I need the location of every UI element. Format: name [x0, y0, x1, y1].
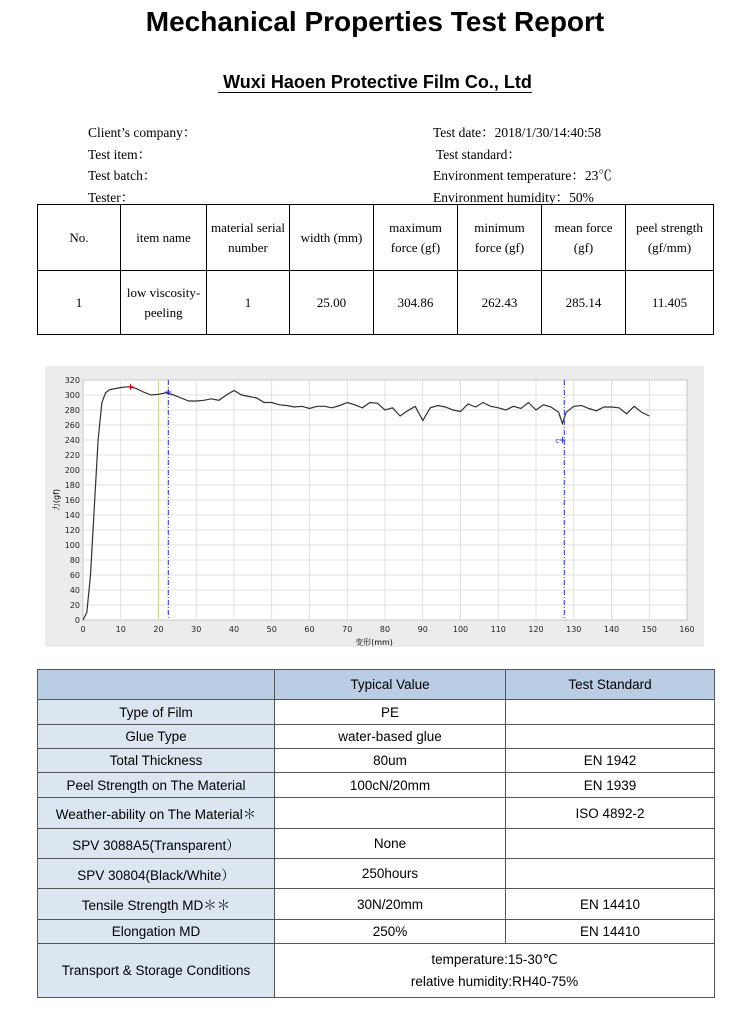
spec-standard: EN 14410 — [506, 889, 715, 920]
spec-label: Transport & Storage Conditions — [38, 944, 275, 998]
spec-row — [38, 773, 715, 798]
spec-standard: EN 1942 — [506, 749, 715, 773]
results-table — [37, 204, 714, 335]
y-tick-label: 0 — [74, 616, 80, 625]
transport-temperature: temperature:15-30℃ — [431, 951, 558, 967]
x-tick-label: 20 — [153, 625, 164, 634]
spec-row — [38, 700, 715, 725]
spec-standard — [506, 725, 715, 749]
y-tick-label: 280 — [64, 406, 80, 415]
spec-standard — [506, 829, 715, 859]
spec-value: 250% — [275, 920, 506, 944]
x-tick-label: 80 — [379, 625, 391, 634]
report-title: Mechanical Properties Test Report — [145, 6, 605, 37]
company-name-text: Wuxi Haoen Protective Film Co., Ltd — [218, 72, 532, 92]
cell-item-name: low viscosity-peeling — [121, 271, 207, 335]
cell-peel-strength: 11.405 — [626, 271, 714, 335]
spec-value: PE — [275, 700, 506, 725]
spec-row-transport — [38, 944, 715, 998]
test-date: Test date：2018/1/30/14:40:58 — [433, 125, 602, 140]
spec-row — [38, 798, 715, 829]
spec-row — [38, 829, 715, 859]
spec-label: SPV 3088A5(Transparent） — [38, 829, 275, 859]
spec-table — [37, 669, 715, 998]
spec-row — [38, 749, 715, 773]
cell-material-serial-number: 1 — [207, 271, 290, 335]
spec-header-test-standard: Test Standard — [506, 670, 715, 700]
header-peel-strength: peel strength (gf/mm) — [626, 205, 714, 271]
x-tick-label: 90 — [417, 625, 428, 634]
environment-temperature: Environment temperature：23℃ — [433, 168, 612, 183]
cell-maximum-force: 304.86 — [374, 271, 458, 335]
x-tick-label: 140 — [603, 625, 620, 634]
x-tick-label: 0 — [80, 625, 86, 634]
spec-label: Total Thickness — [38, 749, 275, 773]
results-data-row — [38, 271, 714, 335]
spec-label: SPV 30804(Black/White） — [38, 859, 275, 889]
spec-value: None — [275, 829, 506, 859]
test-standard-label: Test standard： — [436, 147, 521, 162]
spec-header-typical-value: Typical Value — [275, 670, 506, 700]
spec-standard: EN 1939 — [506, 773, 715, 798]
client-company-label: Client’s company： — [88, 125, 197, 140]
header-minimum-force: minimum force (gf) — [458, 205, 542, 271]
x-tick-label: 70 — [342, 625, 353, 634]
y-tick-label: 160 — [64, 496, 80, 505]
spec-label: Elongation MD — [38, 920, 275, 944]
company-name — [0, 72, 750, 93]
transport-humidity: relative humidity:RH40-75% — [410, 973, 579, 989]
x-tick-label: 100 — [452, 625, 469, 634]
x-tick-label: 30 — [191, 625, 202, 634]
cell-minimum-force: 262.43 — [458, 271, 542, 335]
spec-value: 250hours — [275, 859, 506, 889]
header-material-serial-number: material serial number — [207, 205, 290, 271]
spec-label: Tensile Strength MD＊＊ — [38, 889, 275, 920]
spec-value: 100cN/20mm — [275, 773, 506, 798]
y-axis-label: 力(gf) — [52, 488, 61, 512]
marker-label: c — [555, 437, 560, 445]
y-tick-label: 60 — [69, 571, 80, 580]
x-tick-label: 50 — [266, 625, 277, 634]
x-tick-label: 10 — [115, 625, 126, 634]
spec-label: Peel Strength on The Material — [38, 773, 275, 798]
y-tick-label: 140 — [64, 511, 80, 520]
header-item-name: item name — [121, 205, 207, 271]
spec-row — [38, 725, 715, 749]
y-tick-label: 240 — [64, 436, 80, 445]
x-tick-label: 160 — [679, 625, 695, 634]
spec-standard: EN 14410 — [506, 920, 715, 944]
y-tick-label: 100 — [64, 541, 80, 550]
force-displacement-chart — [45, 366, 704, 647]
tester-label: Tester： — [88, 190, 135, 205]
test-batch-label: Test batch： — [88, 168, 157, 183]
spec-standard — [506, 859, 715, 889]
spec-value: 30N/20mm — [275, 889, 506, 920]
test-item-label: Test item： — [88, 147, 152, 162]
y-tick-label: 220 — [64, 451, 80, 460]
x-tick-label: 110 — [490, 625, 506, 634]
y-tick-label: 80 — [69, 556, 80, 565]
chart-svg — [45, 366, 704, 647]
spec-header-row — [38, 670, 715, 700]
environment-humidity: Environment humidity：50% — [433, 190, 594, 205]
x-axis-ticks — [80, 625, 694, 634]
y-axis-ticks — [65, 376, 80, 625]
spec-header-blank — [38, 670, 275, 700]
header-mean-force: mean force (gf) — [542, 205, 626, 271]
y-tick-label: 300 — [64, 391, 80, 400]
transport-conditions-value — [275, 944, 715, 998]
spec-value — [275, 798, 506, 829]
y-tick-label: 180 — [64, 481, 80, 490]
x-tick-label: 120 — [528, 625, 544, 634]
header-no: No. — [38, 205, 121, 271]
spec-standard — [506, 700, 715, 725]
header-width: width (mm) — [290, 205, 374, 271]
cell-width: 25.00 — [290, 271, 374, 335]
y-tick-label: 20 — [69, 601, 80, 610]
x-tick-label: 40 — [228, 625, 240, 634]
y-tick-label: 260 — [64, 421, 80, 430]
spec-label: Weather-ability on The Material＊ — [38, 798, 275, 829]
y-tick-label: 320 — [64, 376, 80, 385]
spec-row — [38, 889, 715, 920]
x-axis-label: 变形(mm) — [355, 638, 393, 647]
results-header-row — [38, 205, 714, 271]
cell-no: 1 — [38, 271, 121, 335]
cell-mean-force: 285.14 — [542, 271, 626, 335]
y-tick-label: 200 — [64, 466, 80, 475]
x-tick-label: 150 — [641, 625, 657, 634]
x-tick-label: 60 — [304, 625, 315, 634]
spec-value: 80um — [275, 749, 506, 773]
spec-standard: ISO 4892-2 — [506, 798, 715, 829]
spec-label: Type of Film — [38, 700, 275, 725]
header-maximum-force: maximum force (gf) — [374, 205, 458, 271]
y-tick-label: 120 — [64, 526, 80, 535]
spec-row — [38, 920, 715, 944]
spec-value: water-based glue — [275, 725, 506, 749]
x-tick-label: 130 — [566, 625, 582, 634]
y-tick-label: 40 — [69, 586, 80, 595]
spec-label: Glue Type — [38, 725, 275, 749]
spec-row — [38, 859, 715, 889]
